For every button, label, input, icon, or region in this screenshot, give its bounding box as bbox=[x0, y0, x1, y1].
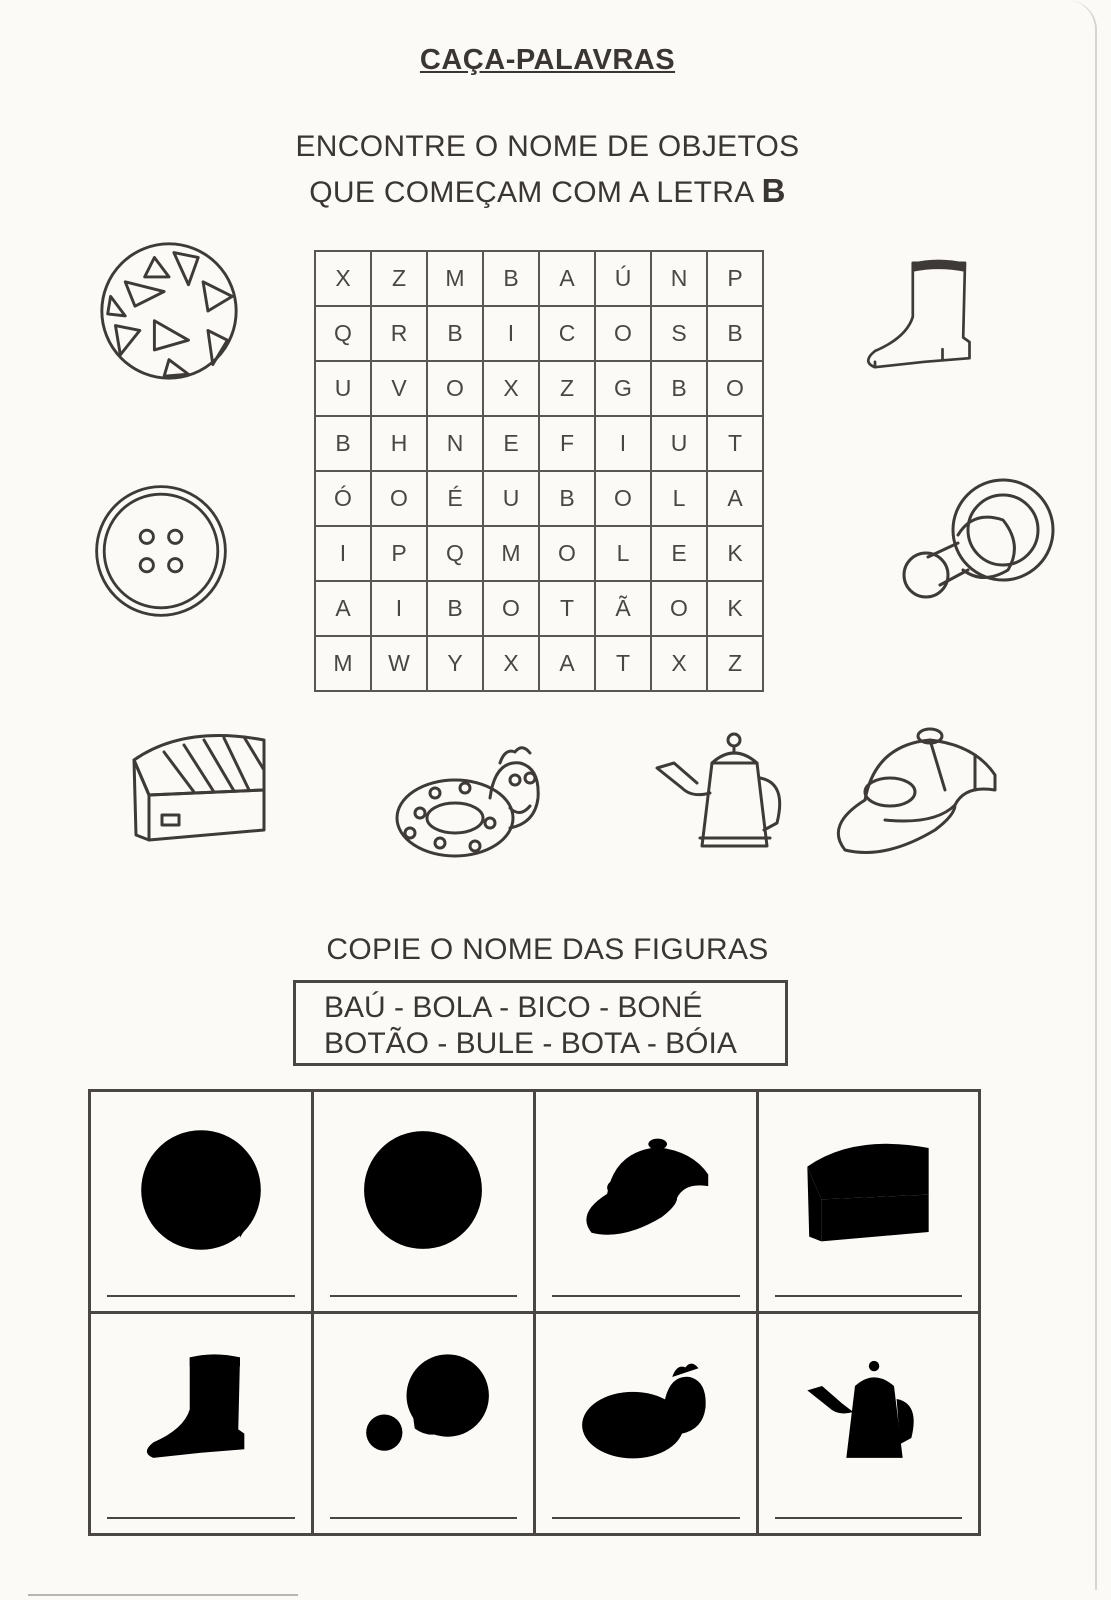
button-icon bbox=[90, 480, 232, 622]
grid-row bbox=[315, 581, 763, 636]
grid-cell[interactable]: Ã bbox=[595, 581, 651, 636]
copy-instruction: COPIE O NOME DAS FIGURAS bbox=[326, 933, 769, 966]
grid-row bbox=[315, 416, 763, 471]
answer-cell bbox=[535, 1313, 758, 1535]
teapot-picture bbox=[652, 718, 802, 868]
word-search-grid bbox=[314, 250, 764, 692]
cap-picture bbox=[825, 720, 1005, 870]
grid-cell[interactable]: I bbox=[595, 416, 651, 471]
grid-cell[interactable]: F bbox=[539, 416, 595, 471]
grid-cell[interactable]: I bbox=[371, 581, 427, 636]
answer-picture bbox=[314, 1102, 534, 1277]
answer-picture bbox=[536, 1324, 756, 1499]
grid-cell[interactable]: M bbox=[427, 251, 483, 306]
grid-cell[interactable]: E bbox=[483, 416, 539, 471]
answer-row bbox=[90, 1313, 980, 1535]
instruction-letter: B bbox=[761, 172, 786, 209]
grid-cell[interactable]: K bbox=[707, 526, 763, 581]
grid-cell[interactable]: V bbox=[371, 361, 427, 416]
grid-cell[interactable]: X bbox=[651, 636, 707, 691]
scan-mark bbox=[28, 1594, 298, 1596]
button-icon bbox=[353, 1125, 493, 1255]
grid-cell[interactable]: L bbox=[651, 471, 707, 526]
answer-picture bbox=[759, 1324, 979, 1499]
grid-cell[interactable]: G bbox=[595, 361, 651, 416]
grid-cell[interactable]: Ú bbox=[595, 251, 651, 306]
answer-cell bbox=[757, 1313, 980, 1535]
grid-row bbox=[315, 471, 763, 526]
grid-cell[interactable]: Z bbox=[539, 361, 595, 416]
grid-cell[interactable]: A bbox=[707, 471, 763, 526]
grid-cell[interactable]: Q bbox=[427, 526, 483, 581]
answer-picture bbox=[759, 1102, 979, 1277]
page-title: CAÇA-PALAVRAS bbox=[419, 44, 676, 76]
grid-cell[interactable]: Y bbox=[427, 636, 483, 691]
grid-cell[interactable]: B bbox=[651, 361, 707, 416]
answer-cell bbox=[757, 1091, 980, 1313]
answer-line[interactable] bbox=[107, 1295, 295, 1297]
grid-cell[interactable]: X bbox=[483, 636, 539, 691]
pacifier-icon bbox=[888, 475, 1058, 625]
grid-cell[interactable]: B bbox=[539, 471, 595, 526]
instruction-line-1: ENCONTRE O NOME DE OBJETOS bbox=[295, 130, 800, 163]
grid-cell[interactable]: A bbox=[539, 636, 595, 691]
grid-cell[interactable]: O bbox=[483, 581, 539, 636]
grid-cell[interactable]: O bbox=[371, 471, 427, 526]
grid-cell[interactable]: R bbox=[371, 306, 427, 361]
grid-cell[interactable]: Z bbox=[707, 636, 763, 691]
grid-cell[interactable]: Ó bbox=[315, 471, 371, 526]
grid-cell[interactable]: N bbox=[651, 251, 707, 306]
answer-cell bbox=[312, 1313, 535, 1535]
grid-cell[interactable]: N bbox=[427, 416, 483, 471]
boot-icon bbox=[857, 252, 992, 387]
answer-table bbox=[88, 1089, 981, 1536]
grid-cell[interactable]: É bbox=[427, 471, 483, 526]
answer-cell bbox=[312, 1091, 535, 1313]
answer-line[interactable] bbox=[330, 1517, 518, 1519]
grid-cell[interactable]: X bbox=[483, 361, 539, 416]
grid-cell[interactable]: T bbox=[707, 416, 763, 471]
grid-cell[interactable]: T bbox=[539, 581, 595, 636]
instruction-text: QUE COMEÇAM COM A LETRA bbox=[309, 176, 753, 209]
teapot-icon bbox=[652, 718, 802, 868]
answer-picture bbox=[314, 1324, 534, 1499]
grid-cell[interactable]: B bbox=[427, 581, 483, 636]
cap-icon bbox=[576, 1125, 716, 1255]
grid-cell[interactable]: L bbox=[595, 526, 651, 581]
grid-cell[interactable]: Z bbox=[371, 251, 427, 306]
button-picture bbox=[90, 480, 232, 622]
pacifier-icon bbox=[353, 1347, 493, 1477]
answer-line[interactable] bbox=[330, 1295, 518, 1297]
grid-cell[interactable]: U bbox=[315, 361, 371, 416]
grid-cell[interactable]: B bbox=[707, 306, 763, 361]
chest-icon bbox=[798, 1125, 938, 1255]
answer-cell bbox=[90, 1091, 313, 1313]
grid-cell[interactable]: S bbox=[651, 306, 707, 361]
grid-row bbox=[315, 636, 763, 691]
grid-cell[interactable]: W bbox=[371, 636, 427, 691]
grid-cell[interactable]: O bbox=[651, 581, 707, 636]
boot-picture bbox=[857, 252, 992, 387]
grid-row bbox=[315, 361, 763, 416]
grid-cell[interactable]: O bbox=[595, 306, 651, 361]
answer-cell bbox=[535, 1091, 758, 1313]
ball-picture bbox=[96, 238, 242, 384]
grid-row bbox=[315, 306, 763, 361]
chest-icon bbox=[124, 720, 274, 850]
answer-line[interactable] bbox=[552, 1295, 740, 1297]
grid-cell[interactable]: K bbox=[707, 581, 763, 636]
grid-cell[interactable]: A bbox=[539, 251, 595, 306]
grid-cell[interactable]: P bbox=[371, 526, 427, 581]
teapot-icon bbox=[798, 1347, 938, 1477]
grid-cell[interactable]: Q bbox=[315, 306, 371, 361]
instruction-line-2 bbox=[0, 172, 1095, 210]
answer-picture bbox=[91, 1324, 311, 1499]
ball-icon bbox=[131, 1125, 271, 1255]
answer-line[interactable] bbox=[775, 1517, 963, 1519]
grid-cell[interactable]: H bbox=[371, 416, 427, 471]
grid-cell[interactable]: C bbox=[539, 306, 595, 361]
grid-cell[interactable]: I bbox=[315, 526, 371, 581]
grid-cell[interactable]: M bbox=[483, 526, 539, 581]
grid-cell[interactable]: T bbox=[595, 636, 651, 691]
grid-cell[interactable]: O bbox=[707, 361, 763, 416]
grid-cell[interactable]: M bbox=[315, 636, 371, 691]
float-icon bbox=[390, 738, 550, 868]
boot-icon bbox=[131, 1347, 271, 1477]
word-bank-line-1: BAÚ - BOLA - BICO - BONÉ bbox=[324, 991, 703, 1024]
grid-cell[interactable]: O bbox=[539, 526, 595, 581]
chest-picture bbox=[124, 720, 274, 850]
float-icon bbox=[576, 1347, 716, 1477]
answer-line[interactable] bbox=[552, 1517, 740, 1519]
answer-picture bbox=[91, 1102, 311, 1277]
answer-line[interactable] bbox=[107, 1517, 295, 1519]
answer-cell bbox=[90, 1313, 313, 1535]
grid-cell[interactable]: U bbox=[651, 416, 707, 471]
float-picture bbox=[390, 738, 550, 868]
grid-cell[interactable]: E bbox=[651, 526, 707, 581]
grid-row bbox=[315, 526, 763, 581]
grid-cell[interactable]: B bbox=[483, 251, 539, 306]
grid-cell[interactable]: O bbox=[595, 471, 651, 526]
grid-cell[interactable]: B bbox=[427, 306, 483, 361]
grid-cell[interactable]: O bbox=[427, 361, 483, 416]
grid-cell[interactable]: A bbox=[315, 581, 371, 636]
word-bank-line-2: BOTÃO - BULE - BOTA - BÓIA bbox=[324, 1027, 737, 1060]
grid-row bbox=[315, 251, 763, 306]
answer-line[interactable] bbox=[775, 1295, 963, 1297]
grid-cell[interactable]: U bbox=[483, 471, 539, 526]
answer-row bbox=[90, 1091, 980, 1313]
cap-icon bbox=[825, 720, 1005, 870]
ball-icon bbox=[96, 238, 242, 384]
answer-picture bbox=[536, 1102, 756, 1277]
grid-cell[interactable]: I bbox=[483, 306, 539, 361]
grid-cell[interactable]: B bbox=[315, 416, 371, 471]
pacifier-picture bbox=[888, 475, 1058, 625]
word-bank bbox=[293, 980, 788, 1066]
grid-cell[interactable]: X bbox=[315, 251, 371, 306]
grid-cell[interactable]: P bbox=[707, 251, 763, 306]
